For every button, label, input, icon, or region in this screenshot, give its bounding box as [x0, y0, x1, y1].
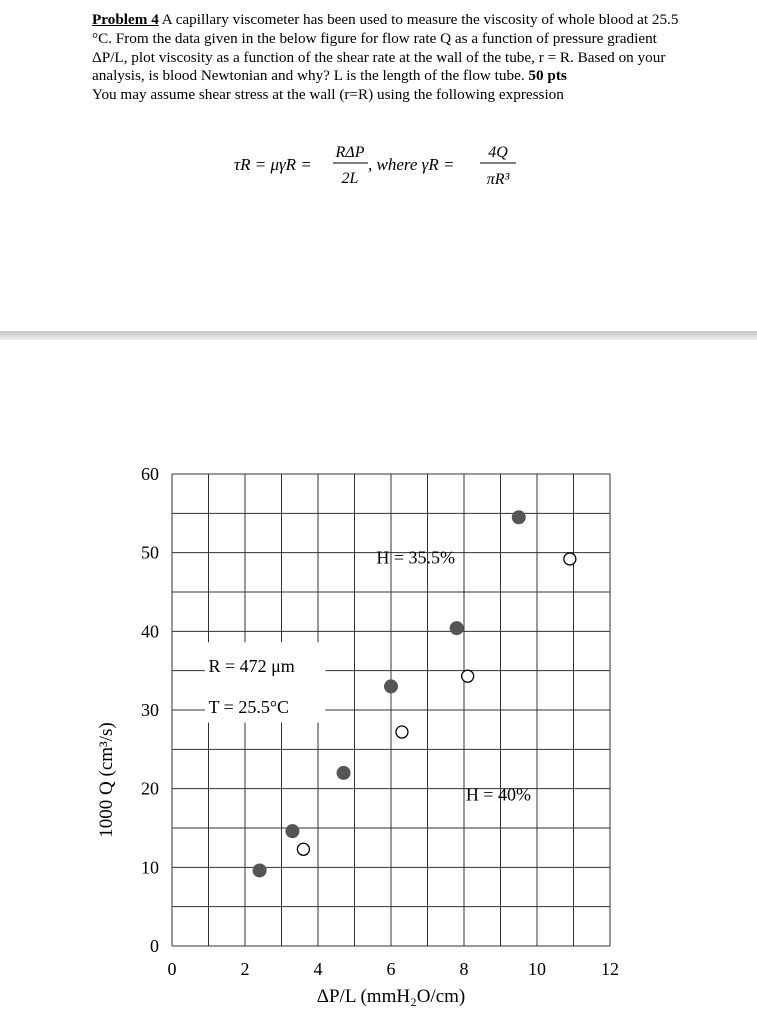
- y-tick-label: 30: [141, 700, 159, 720]
- y-tick-label: 0: [150, 936, 159, 956]
- data-point-filled: [337, 766, 351, 780]
- data-point-filled: [253, 863, 267, 877]
- assumption-text: You may assume shear stress at the wall (r=R) using the following expression: [92, 86, 564, 104]
- annotation-hematocrit-35: H = 35.5%: [376, 547, 456, 568]
- equation-frac1-numerator: RΔP: [335, 144, 365, 161]
- page-separator: [0, 331, 757, 340]
- problem-points: 50 pts: [528, 67, 567, 85]
- y-tick-label: 10: [141, 857, 159, 878]
- data-point-open: [564, 553, 576, 565]
- x-tick-label: 6: [386, 959, 396, 979]
- data-point-filled: [285, 824, 299, 838]
- problem-intro: A capillary viscometer has been used to measure the viscosity of whole blood at 25.5 °C. From the data given in the below figure for flow rate Q as a function of pressure gradient ΔP/L, plot viscosity as a function of the shear rate at the wall of the tube, r = R. Based on your analysis, is blood Newtonian and why? L is the length of the flow tube.: [92, 11, 679, 85]
- annotation-hematocrit-40: H = 40%: [465, 784, 531, 805]
- y-tick-label: 40: [141, 621, 159, 642]
- data-point-open: [462, 670, 474, 682]
- x-tick-label: 10: [528, 959, 546, 979]
- annotation-temperature: T = 25.5°C: [208, 697, 290, 718]
- x-tick-label: 2: [240, 959, 250, 979]
- y-tick-label: 50: [141, 542, 159, 563]
- x-tick-label: 0: [167, 959, 177, 979]
- y-tick-label: 60: [141, 464, 159, 484]
- annotation-radius: R = 472 μm: [208, 656, 295, 677]
- equation-where: , where γ̇R =: [368, 155, 455, 174]
- viscometer-chart: [0, 340, 757, 1015]
- y-tick-label: 20: [141, 778, 159, 799]
- x-tick-label: 4: [313, 959, 323, 979]
- problem-label: Problem 4: [92, 11, 159, 28]
- equation-lhs: τR = μγ̇R =: [234, 155, 312, 174]
- x-tick-label: 12: [601, 959, 619, 979]
- x-tick-label: 8: [459, 959, 469, 979]
- data-point-open: [396, 726, 408, 738]
- shear-stress-equation: [0, 0, 757, 330]
- data-point-open: [297, 843, 309, 855]
- equation-frac1-denominator: 2L: [341, 170, 359, 187]
- y-axis-label: 1000 Q (cm³/s): [96, 722, 117, 838]
- equation-frac2-denominator: πR³: [486, 171, 510, 188]
- data-point-filled: [450, 621, 464, 635]
- equation-frac2-numerator: 4Q: [488, 144, 508, 161]
- data-point-filled: [384, 679, 398, 693]
- x-axis-label: ΔP/L (mmH₂O/cm): [316, 986, 466, 1007]
- data-point-filled: [512, 510, 526, 524]
